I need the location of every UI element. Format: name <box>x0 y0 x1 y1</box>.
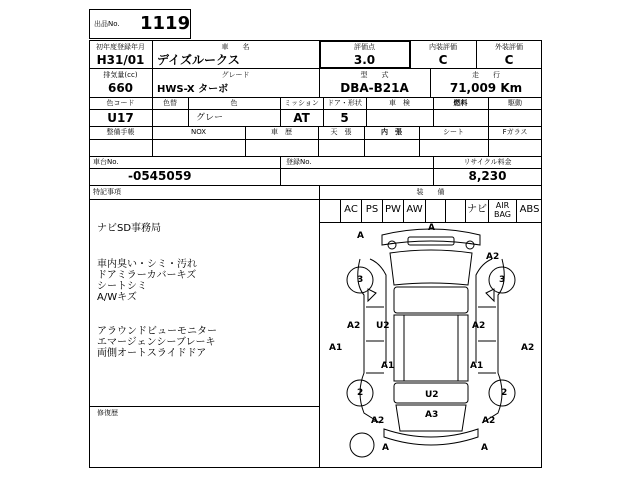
equipment-blank-3 <box>445 199 465 222</box>
chassis-number-value: -0545059 <box>128 169 192 183</box>
damage-mark-tire-fl: 3 <box>357 275 364 285</box>
damage-mark-left-mid: A1 <box>381 361 395 371</box>
displacement-label: 排気量(cc) <box>103 71 138 79</box>
equipment-label: 装 備 <box>416 188 445 196</box>
equipment-ac: AC <box>340 199 361 222</box>
damage-mark-rear-u2: U2 <box>425 390 439 400</box>
color-code-value: U17 <box>107 111 134 125</box>
equipment-airbag <box>488 199 516 222</box>
notes-item: 両側オートスライドドア <box>97 348 207 359</box>
mileage-value: 71,009 Km <box>449 81 523 95</box>
color-change-label: 色替 <box>163 99 177 107</box>
damage-mark-tire-rr: 2 <box>501 388 508 398</box>
equipment-navi: ナビ <box>465 199 488 222</box>
equipment-blank-2 <box>425 199 445 222</box>
recycle-fee-value: 8,230 <box>468 169 507 183</box>
front-light-left <box>388 241 396 249</box>
equipment-airbag-text: AIR BAG <box>493 201 512 219</box>
sub-row-divider <box>89 109 542 110</box>
grade-label: グレード <box>221 71 250 79</box>
notes-item: アラウンドビューモニター <box>97 326 217 337</box>
damage-mark-rear-right: A2 <box>482 416 496 426</box>
interior-score-value: C <box>438 53 448 67</box>
notes-line-1: ナビSD事務局 <box>97 223 162 234</box>
interior-score-label: 内装評価 <box>429 43 457 51</box>
year-value: H31/01 <box>96 53 145 67</box>
sub-row-divider <box>89 139 542 140</box>
front-light-right <box>466 241 474 249</box>
windshield <box>394 287 468 313</box>
mileage-label: 走 行 <box>472 71 500 79</box>
mirror-right <box>486 289 494 301</box>
car-name-label: 車 名 <box>221 43 250 51</box>
doors-label: ドア・形状 <box>327 99 362 107</box>
mission-label: ミッション <box>284 99 319 107</box>
damage-mark-tire-fr: 3 <box>499 275 506 285</box>
lot-number: 1119 <box>140 13 191 34</box>
vehicle-history-label: 車 歴 <box>271 128 292 136</box>
row-divider <box>89 185 542 186</box>
seat-label: シート <box>443 128 464 136</box>
year-label: 初年度登録年月 <box>96 43 145 51</box>
notes-block-2 <box>97 259 197 303</box>
doors-value: 5 <box>340 111 349 125</box>
front-glass-label: Fガラス <box>502 128 528 136</box>
inspection-label: 車 検 <box>389 99 410 107</box>
equipment-aw: AW <box>403 199 425 222</box>
damage-mark-left-front: A2 <box>347 321 361 331</box>
drive-label: 駆動 <box>508 99 522 107</box>
damage-mark-left-outer: A1 <box>329 343 343 353</box>
score-label: 評価点 <box>354 43 375 51</box>
repair-history-label: 修復歴 <box>97 409 118 417</box>
score-value: 3.0 <box>353 53 376 67</box>
equipment-abs: ABS <box>516 199 542 222</box>
equipment-pw: PW <box>382 199 403 222</box>
notes-item: ドアミラーカバーキズ <box>97 270 197 281</box>
hood-outline <box>390 250 472 285</box>
chassis-number-label: 車台No. <box>93 158 119 166</box>
color-label: 色 <box>230 99 238 107</box>
equipment-blank-1 <box>319 199 340 222</box>
color-value: グレー <box>196 113 224 123</box>
maintenance-notebook-label: 整備手帳 <box>106 128 135 136</box>
roof <box>394 315 468 381</box>
mission-value: AT <box>293 111 310 125</box>
left-fender <box>370 259 386 363</box>
notes-label: 特記事項 <box>93 188 121 196</box>
notes-item: エマージェンシーブレーキ <box>97 337 216 348</box>
row-divider <box>89 126 542 127</box>
equipment-ps: PS <box>361 199 382 222</box>
row-divider <box>89 156 542 157</box>
exterior-score-value: C <box>504 53 514 67</box>
col-divider <box>280 156 281 185</box>
car-diagram <box>320 223 542 468</box>
model-code-value: DBA-B21A <box>340 81 409 95</box>
right-fender <box>476 259 492 363</box>
sub-row-divider <box>89 406 319 407</box>
damage-mark-front-center: A <box>428 223 435 233</box>
damage-mark-right-mid: A1 <box>470 361 484 371</box>
registration-number-label: 登録No. <box>286 158 312 166</box>
notes-block-3 <box>97 326 217 359</box>
notes-item: A/Wキズ <box>97 292 137 303</box>
model-code-label: 型 式 <box>360 71 389 79</box>
damage-mark-tire-rl: 2 <box>357 388 364 398</box>
notes-item: 車内臭い・シミ・汚れ <box>97 259 197 270</box>
ceiling-label: 天 張 <box>330 128 352 136</box>
damage-mark-front-left: A <box>357 231 364 241</box>
recycle-fee-label: リサイクル料金 <box>463 158 512 166</box>
interior-trim-label: 内 張 <box>381 128 402 136</box>
color-code-label: 色コード <box>106 99 135 107</box>
displacement-value: 660 <box>107 81 134 95</box>
damage-mark-rear-a3: A3 <box>425 410 439 420</box>
damage-mark-right-front: A2 <box>472 321 486 331</box>
damage-mark-bottom-left: A <box>382 443 389 453</box>
damage-mark-bottom-right: A <box>481 443 488 453</box>
lot-number-label: 出品No. <box>94 20 120 28</box>
nox-label: NOX <box>190 128 207 136</box>
damage-mark-front-right-top: A2 <box>486 252 500 262</box>
grade-value: HWS-X ターボ <box>157 84 229 95</box>
row-divider <box>89 97 542 98</box>
lot-number-box <box>89 9 191 39</box>
exterior-score-label: 外装評価 <box>495 43 523 51</box>
damage-mark-rear-left: A2 <box>371 416 385 426</box>
spare-tire <box>350 433 374 457</box>
car-name-value: デイズルークス <box>157 53 240 67</box>
fuel-label: 燃料 <box>453 99 468 107</box>
mirror-left <box>368 289 376 301</box>
notes-item: シートシミ <box>97 281 147 292</box>
damage-mark-left-center: U2 <box>376 321 390 331</box>
damage-mark-right-outer: A2 <box>521 343 535 353</box>
row-divider <box>89 68 542 69</box>
